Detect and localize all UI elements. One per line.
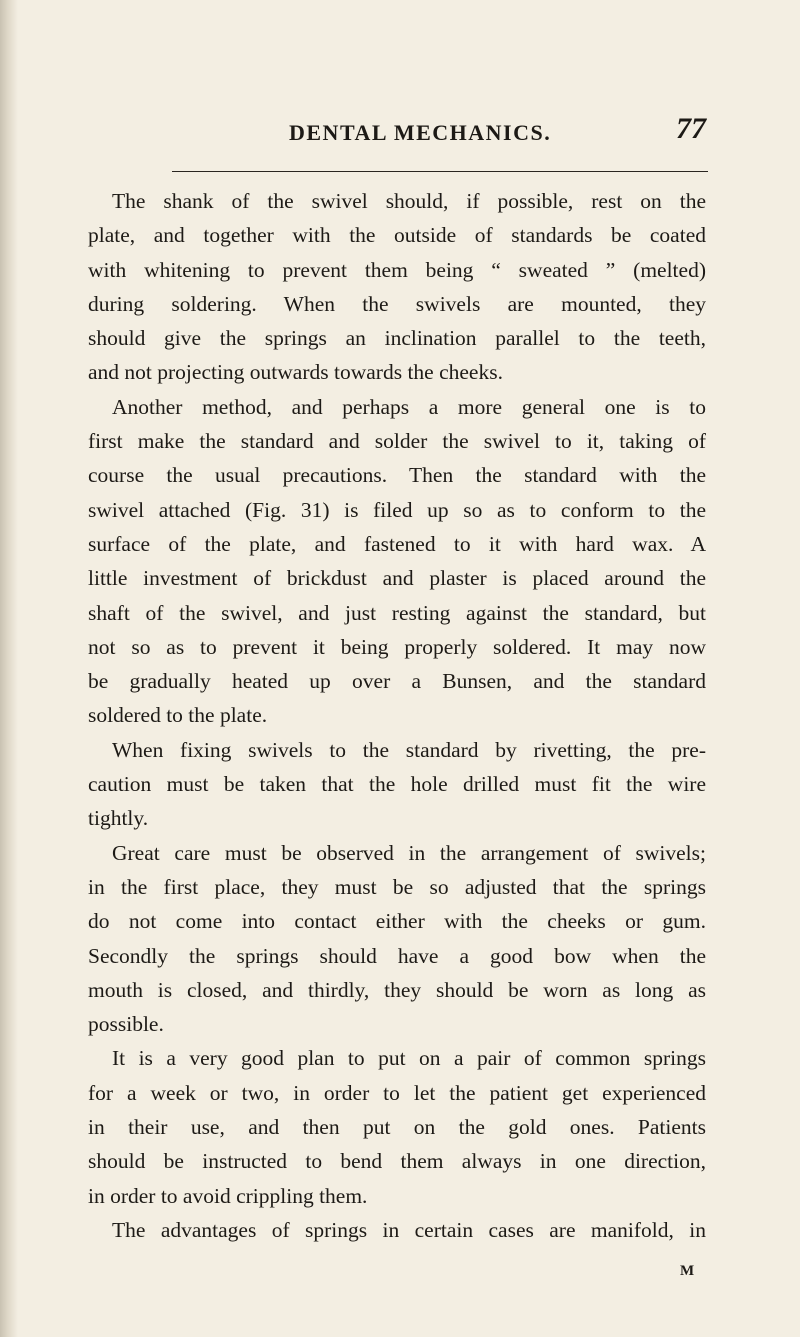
text-line: caution must be taken that the hole drilled must fit the wire bbox=[88, 772, 706, 797]
text-line: and not projecting outwards towards the cheeks. bbox=[88, 360, 503, 385]
text-line: tightly. bbox=[88, 806, 149, 831]
binding-edge bbox=[0, 0, 18, 1337]
text-line: first make the standard and solder the swivel to it, taking of bbox=[88, 429, 706, 454]
text-line: It is a very good plan to put on a pair of common springs bbox=[112, 1046, 706, 1071]
text-line: swivel attached (Fig. 31) is filed up so as to conform to the bbox=[88, 497, 706, 522]
text-line: should be instructed to bend them always in one direction, bbox=[88, 1149, 706, 1174]
text-line: plate, and together with the outside of standards be coated bbox=[88, 223, 706, 248]
text-line: little investment of brickdust and plaster is placed around the bbox=[88, 566, 706, 591]
text-line: Another method, and perhaps a more general one is to bbox=[112, 394, 706, 419]
page-number: 77 bbox=[676, 112, 706, 145]
page-header bbox=[0, 112, 800, 152]
text-line: in their use, and then put on the gold ones. Patients bbox=[88, 1115, 706, 1140]
text-line: The shank of the swivel should, if possible, rest on the bbox=[112, 189, 706, 213]
text-line: be gradually heated up over a Bunsen, and the standard bbox=[88, 669, 706, 694]
text-line: surface of the plate, and fastened to it with hard wax. A bbox=[88, 531, 706, 556]
text-line: for a week or two, in order to let the patient get experienced bbox=[88, 1080, 706, 1105]
running-head: DENTAL MECHANICS. bbox=[289, 120, 552, 145]
text-line: in order to avoid crippling them. bbox=[88, 1183, 368, 1208]
header-rule bbox=[172, 171, 708, 172]
text-line: Great care must be observed in the arrangement of swivels; bbox=[112, 840, 706, 865]
text-line: The advantages of springs in certain cases are manifold, in bbox=[112, 1217, 706, 1242]
text-line: possible. bbox=[88, 1012, 164, 1037]
text-line: Secondly the springs should have a good bow when the bbox=[88, 943, 706, 968]
text-line: with whitening to prevent them being “ sweated ” (melted) bbox=[88, 257, 706, 282]
body-text bbox=[88, 184, 706, 1247]
text-line: in the first place, they must be so adjusted that the springs bbox=[88, 874, 706, 899]
text-line: do not come into contact either with the cheeks or gum. bbox=[88, 909, 706, 934]
signature-mark: M bbox=[680, 1263, 696, 1279]
text-line: not so as to prevent it being properly soldered. It may now bbox=[88, 634, 706, 659]
text-line: mouth is closed, and thirdly, they should be worn as long as bbox=[88, 977, 706, 1002]
text-line: soldered to the plate. bbox=[88, 703, 268, 728]
text-line: When fixing swivels to the standard by rivetting, the pre- bbox=[112, 737, 706, 762]
text-line: shaft of the swivel, and just resting against the standard, but bbox=[88, 600, 706, 625]
text-line: during soldering. When the swivels are mounted, they bbox=[88, 291, 706, 316]
text-line: course the usual precautions. Then the standard with the bbox=[88, 463, 706, 488]
text-line: should give the springs an inclination parallel to the teeth, bbox=[88, 326, 706, 351]
